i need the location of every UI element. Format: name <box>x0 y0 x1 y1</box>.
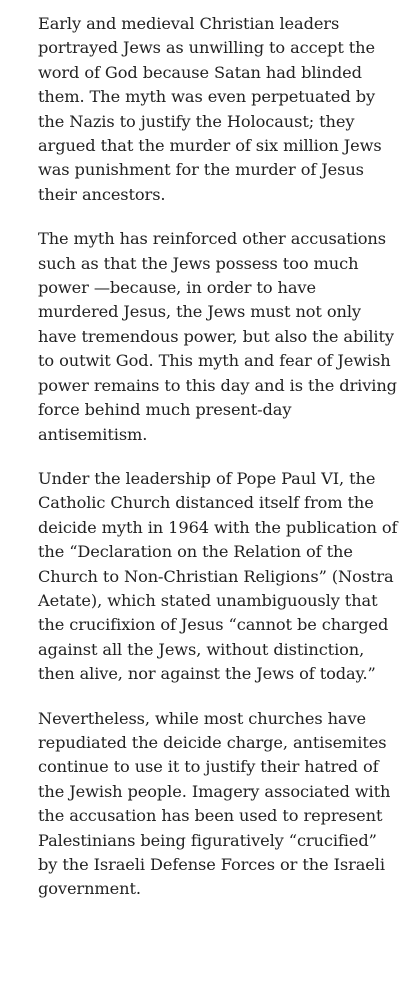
paragraph-4: Nevertheless, while most churches have repudiated the deicide charge, antisemites continue to use it to justify their hatred of the Jewish people. Imagery associated with the accusation has been used to represent Palestinians being figuratively “crucified” by the Israeli Defense Forces or the Israeli government. <box>38 708 391 899</box>
paragraph-2: The myth has reinforced other accusations such as that the Jews possess too much power —because, in order to have murdered Jesus, the Jews must not only have tremendous power, but also the ability to outwit God. This myth and fear of Jewish power remains to this day and is the driving force behind much present-day antisemitism. <box>38 229 397 444</box>
paragraph-1: Early and medieval Christian leaders portrayed Jews as unwilling to accept the word of God because Satan had blinded them. The myth was even perpetuated by the Nazis to justify the Holocaust; they argued that the murder of six million Jews was punishment for the murder of Jesus their ancestors. <box>38 14 382 204</box>
paragraph-3: Under the leadership of Pope Paul VI, the Catholic Church distanced itself from the deicide myth in 1964 with the publication of the “Declaration on the Relation of the Church to Non-Christian Religions” (Nostra Aetate), which stated unambiguously that the crucifixion of Jesus “cannot be charged against all the Jews, without distinction, then alive, nor against the Jews of today.” <box>38 468 398 684</box>
